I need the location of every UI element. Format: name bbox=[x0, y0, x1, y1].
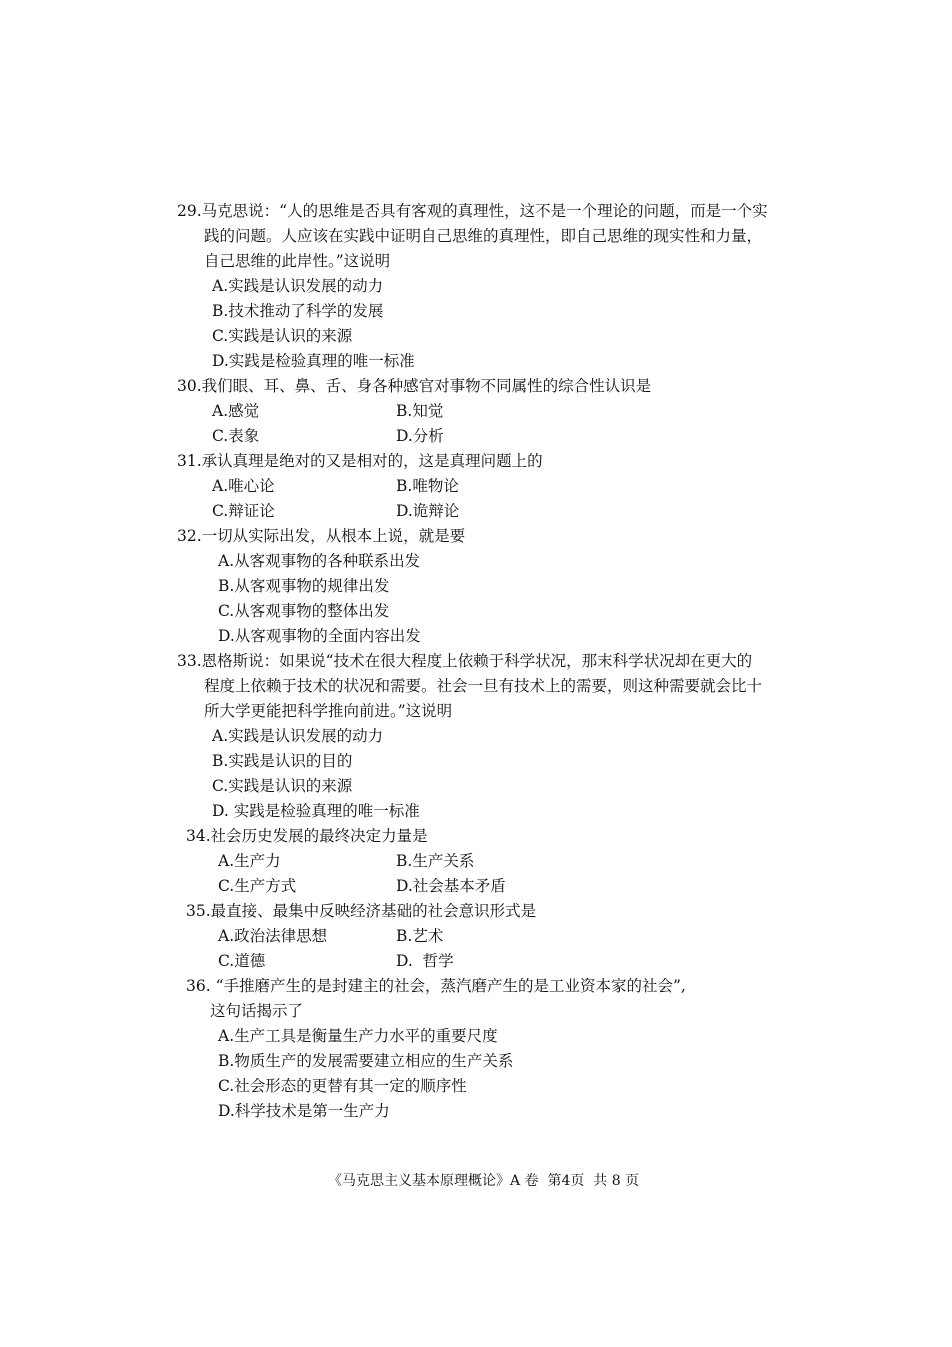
question-36-option-d: D.科学技术是第一生产力 bbox=[218, 1102, 390, 1120]
question-32-option-b: B.从客观事物的规律出发 bbox=[218, 577, 390, 595]
question-30-option-b: B.知觉 bbox=[396, 402, 444, 420]
question-36-option-b: B.物质生产的发展需要建立相应的生产关系 bbox=[218, 1052, 514, 1070]
question-35-option-d: D. 哲学 bbox=[396, 952, 454, 970]
question-36-stem-line-2: 这句话揭示了 bbox=[210, 1002, 304, 1020]
question-29-option-b: B.技术推动了科学的发展 bbox=[212, 302, 384, 320]
question-33-option-c: C.实践是认识的来源 bbox=[212, 777, 353, 795]
question-35-option-c: C.道德 bbox=[218, 952, 266, 970]
page-footer: 《马克思主义基本原理概论》A 卷 第4页 共 8 页 bbox=[328, 1173, 640, 1189]
question-32-option-a: A.从客观事物的各种联系出发 bbox=[218, 552, 421, 570]
question-30-stem: 30.我们眼、耳、鼻、舌、身各种感官对事物不同属性的综合性认识是 bbox=[177, 377, 652, 395]
question-32-stem: 32.一切从实际出发，从根本上说，就是要 bbox=[177, 527, 466, 545]
question-29-option-a: A.实践是认识发展的动力 bbox=[212, 277, 384, 295]
question-31-option-b: B.唯物论 bbox=[396, 477, 459, 495]
question-33-option-b: B.实践是认识的目的 bbox=[212, 752, 353, 770]
question-30-option-a: A.感觉 bbox=[212, 402, 260, 420]
question-29-option-c: C.实践是认识的来源 bbox=[212, 327, 353, 345]
question-29-stem-line-3: 自己思维的此岸性。”这说明 bbox=[204, 252, 391, 270]
question-32-option-d: D.从客观事物的全面内容出发 bbox=[218, 627, 421, 645]
question-33-stem-line-3: 所大学更能把科学推向前进。”这说明 bbox=[204, 702, 453, 720]
question-35-option-a: A.政治法律思想 bbox=[218, 927, 328, 945]
question-31-option-a: A.唯心论 bbox=[212, 477, 275, 495]
question-29-option-d: D.实践是检验真理的唯一标准 bbox=[212, 352, 415, 370]
question-34-option-c: C.生产方式 bbox=[218, 877, 297, 895]
question-36-option-c: C.社会形态的更替有其一定的顺序性 bbox=[218, 1077, 467, 1095]
question-34-stem: 34.社会历史发展的最终决定力量是 bbox=[186, 827, 428, 845]
question-36-stem-line-1: 36. “手推磨产生的是封建主的社会，蒸汽磨产生的是工业资本家的社会”, bbox=[186, 977, 686, 995]
question-36-option-a: A.生产工具是衡量生产力水平的重要尺度 bbox=[218, 1027, 498, 1045]
question-33-option-a: A.实践是认识发展的动力 bbox=[212, 727, 384, 745]
question-34-option-b: B.生产关系 bbox=[396, 852, 475, 870]
question-34-option-a: A.生产力 bbox=[218, 852, 281, 870]
question-35-option-b: B.艺术 bbox=[396, 927, 444, 945]
question-30-option-c: C.表象 bbox=[212, 427, 260, 445]
question-29-stem-line-1: 29.马克思说：“人的思维是否具有客观的真理性，这不是一个理论的问题，而是一个实 bbox=[177, 202, 768, 220]
question-31-option-d: D.诡辩论 bbox=[396, 502, 460, 520]
question-33-stem-line-2: 程度上依赖于技术的状况和需要。社会一旦有技术上的需要，则这种需要就会比十 bbox=[204, 677, 763, 695]
question-32-option-c: C.从客观事物的整体出发 bbox=[218, 602, 390, 620]
question-35-stem: 35.最直接、最集中反映经济基础的社会意识形式是 bbox=[186, 902, 537, 920]
question-31-stem: 31.承认真理是绝对的又是相对的，这是真理问题上的 bbox=[177, 452, 543, 470]
question-30-option-d: D.分析 bbox=[396, 427, 444, 445]
question-31-option-c: C.辩证论 bbox=[212, 502, 275, 520]
question-33-option-d: D. 实践是检验真理的唯一标准 bbox=[212, 802, 420, 820]
question-34-option-d: D.社会基本矛盾 bbox=[396, 877, 506, 895]
question-33-stem-line-1: 33.恩格斯说：如果说“技术在很大程度上依赖于科学状况，那末科学状况却在更大的 bbox=[177, 652, 753, 670]
question-29-stem-line-2: 践的问题。人应该在实践中证明自己思维的真理性，即自己思维的现实性和力量， bbox=[204, 227, 763, 245]
